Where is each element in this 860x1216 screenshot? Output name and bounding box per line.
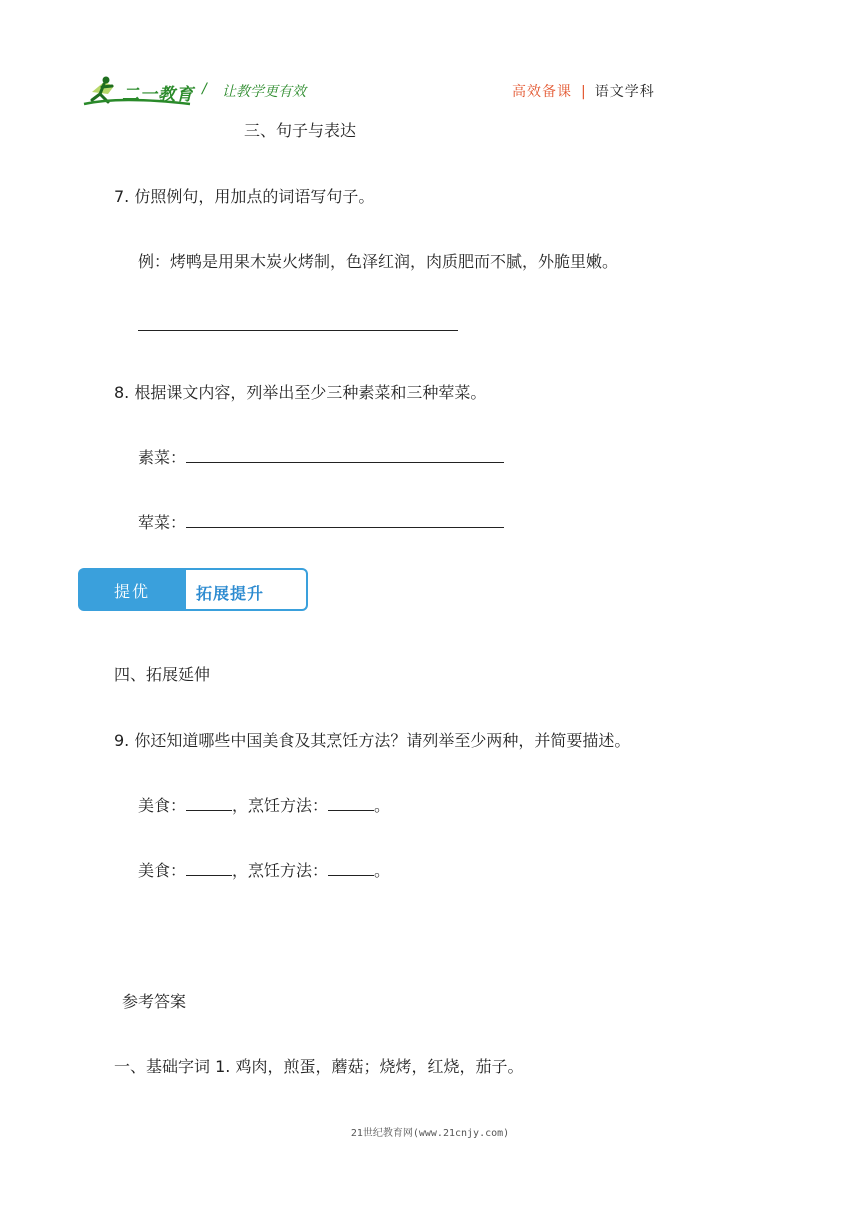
method-label: ，烹饪方法：	[232, 796, 329, 815]
question-7: 7. 仿照例句，用加点的词语写句子。	[114, 187, 375, 206]
vegetable-blank[interactable]	[186, 447, 504, 463]
badge-right-label: 拓展提升	[196, 584, 265, 603]
badge-left	[78, 568, 186, 611]
section-title: 四、拓展延伸	[114, 665, 211, 684]
brand-name: 二一教育	[122, 85, 194, 105]
section-badge	[78, 568, 310, 611]
page-footer: 21世纪教育网(www.21cnjy.com)	[350, 1128, 510, 1139]
method-label: ，烹饪方法：	[232, 861, 329, 880]
example-sentence: 例：烤鸭是用果木炭火烤制，色泽红润，肉质肥而不腻，外脆里嫩。	[138, 252, 619, 271]
brand-slogan: 让教学更有效	[222, 84, 306, 100]
method-blank[interactable]	[328, 860, 374, 876]
meat-blank[interactable]	[186, 512, 504, 528]
badge-right	[186, 568, 308, 611]
subject-label: 语文学科	[594, 84, 655, 100]
header-slash: /	[202, 81, 207, 97]
vegetable-label: 素菜：	[138, 448, 187, 467]
food-row	[138, 858, 390, 881]
food-row	[138, 793, 390, 816]
vegetable-row	[138, 445, 504, 468]
answer-line[interactable]	[138, 330, 458, 331]
food-blank[interactable]	[186, 860, 232, 876]
food-label: 美食：	[138, 796, 187, 815]
answer-line-1: 一、基础字词 1. 鸡肉，煎蛋，蘑菇；烧烤，红烧，茄子。	[114, 1057, 524, 1076]
question-8: 8. 根据课文内容，列举出至少三种素菜和三种荤菜。	[114, 383, 487, 402]
header-separator: |	[581, 84, 586, 100]
meat-row	[138, 510, 504, 533]
answers-title: 参考答案	[122, 992, 187, 1011]
section-title: 三、句子与表达	[244, 121, 357, 140]
badge-left-label: 提优	[114, 582, 151, 601]
question-9: 9. 你还知道哪些中国美食及其烹饪方法？请列举至少两种，并简要描述。	[114, 731, 631, 750]
sentence-end: 。	[374, 796, 391, 815]
method-blank[interactable]	[328, 795, 374, 811]
sentence-end: 。	[374, 861, 391, 880]
food-blank[interactable]	[186, 795, 232, 811]
header-right	[512, 81, 655, 101]
food-label: 美食：	[138, 861, 187, 880]
meat-label: 荤菜：	[138, 513, 187, 532]
lesson-prep-label: 高效备课	[512, 84, 572, 100]
